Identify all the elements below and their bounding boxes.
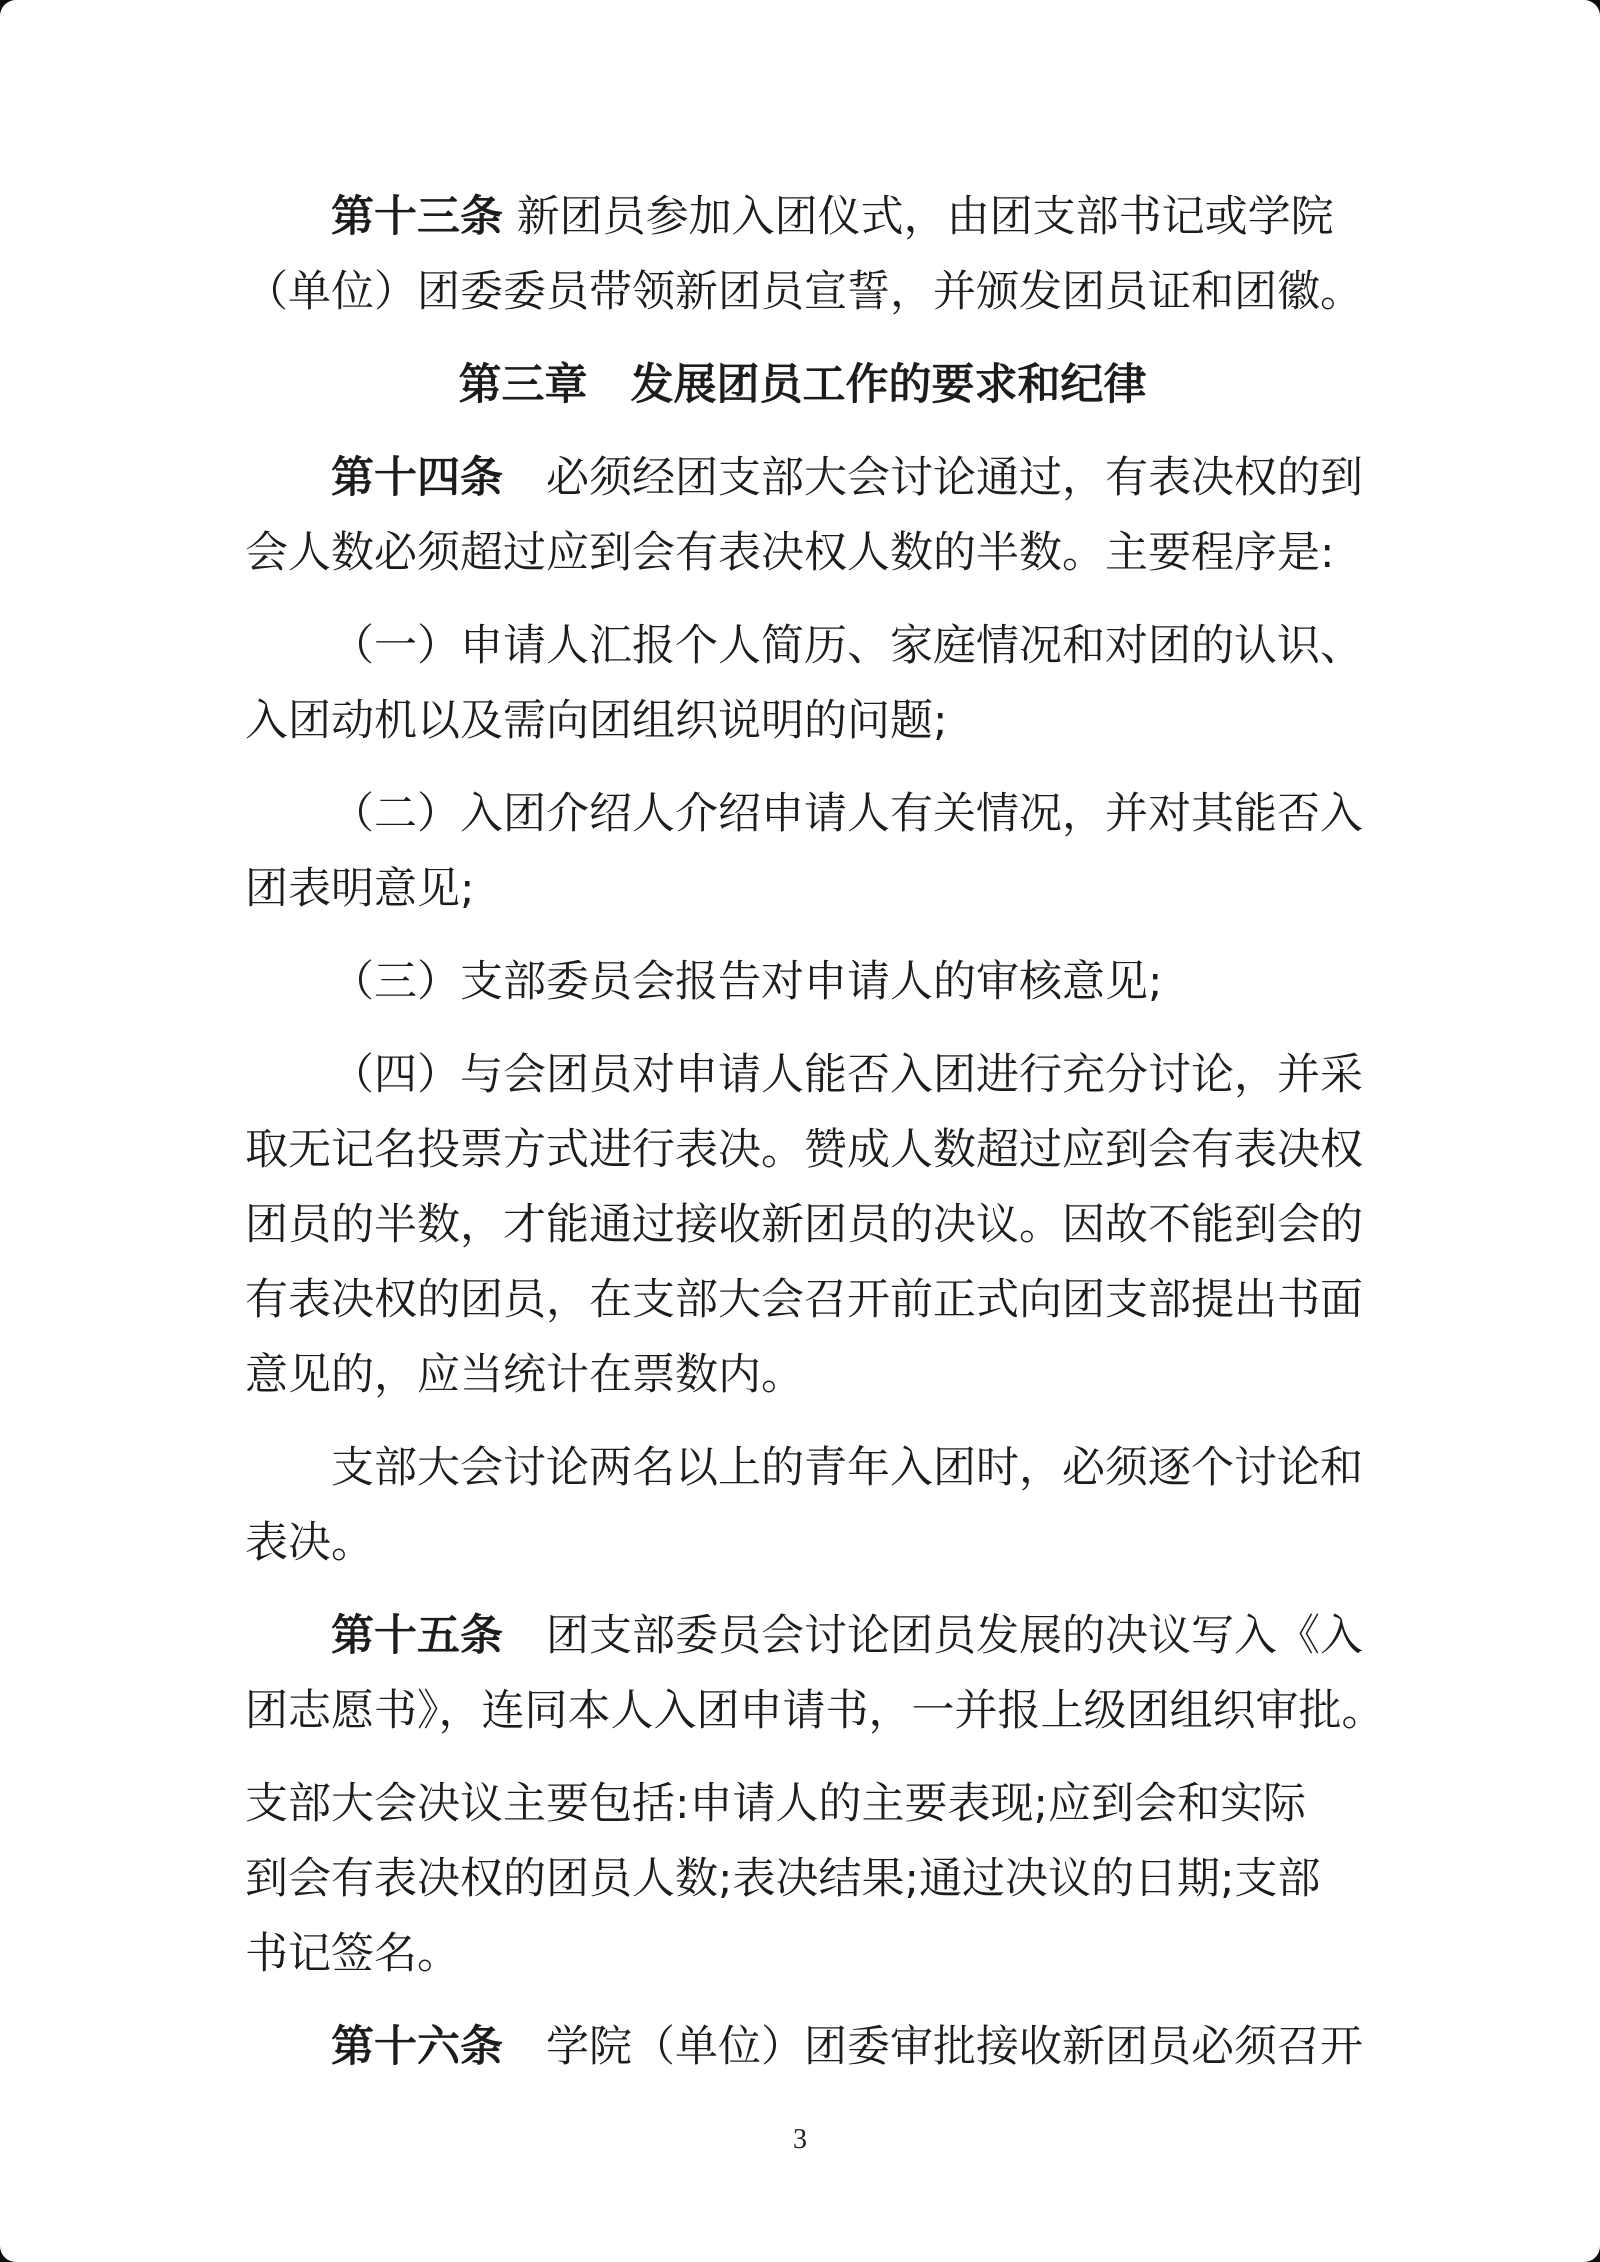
text-segment: 团支部委员会讨论团员发展的决议写入《入 bbox=[503, 1611, 1363, 1661]
page-number: 3 bbox=[793, 2124, 807, 2155]
text-line bbox=[245, 1506, 1360, 1581]
text-line bbox=[245, 348, 1360, 423]
text-segment: （三）支部委员会报告对申请人的审核意见; bbox=[331, 957, 1163, 1007]
bold-text-segment: 第十四条 bbox=[331, 453, 503, 503]
paragraph bbox=[245, 180, 1363, 330]
paragraph bbox=[245, 1767, 1360, 1992]
text-segment: 必须经团支部大会讨论通过，有表决权的到 bbox=[503, 453, 1363, 503]
text-line bbox=[245, 2010, 1363, 2085]
text-line bbox=[245, 852, 1360, 927]
text-line bbox=[245, 684, 1360, 759]
text-segment: 取无记名投票方式进行表决。赞成人数超过应到会有表决权 bbox=[245, 1125, 1363, 1175]
text-segment: 团志愿书》，连同本人入团申请书，一并报上级团组织审批。 bbox=[245, 1686, 1385, 1736]
text-segment: （一）申请人汇报个人简历、家庭情况和对团的认识、 bbox=[331, 621, 1363, 671]
text-line bbox=[245, 441, 1363, 516]
text-line bbox=[245, 1431, 1363, 1506]
text-segment: 团表明意见; bbox=[245, 864, 475, 914]
text-segment: 书记签名。 bbox=[245, 1929, 460, 1979]
document-body bbox=[245, 180, 1385, 2103]
text-line bbox=[245, 1338, 1360, 1413]
paragraph bbox=[245, 1038, 1363, 1413]
text-segment: （二）入团介绍人介绍申请人有关情况，并对其能否入 bbox=[331, 789, 1363, 839]
text-line bbox=[245, 1038, 1363, 1113]
text-line bbox=[245, 1674, 1385, 1749]
text-line bbox=[245, 180, 1360, 255]
text-line bbox=[245, 945, 1360, 1020]
bold-text-segment: 第十五条 bbox=[331, 1611, 503, 1661]
paragraph bbox=[245, 609, 1363, 759]
paragraph bbox=[245, 2010, 1363, 2085]
text-segment: 支部大会讨论两名以上的青年入团时，必须逐个讨论和 bbox=[331, 1443, 1363, 1493]
text-segment: 到会有表决权的团员人数;表决结果;通过决议的日期;支部 bbox=[245, 1854, 1321, 1904]
text-segment: 有表决权的团员，在支部大会召开前正式向团支部提出书面 bbox=[245, 1275, 1363, 1325]
text-line bbox=[245, 1188, 1363, 1263]
text-line bbox=[245, 516, 1360, 591]
text-segment: 表决。 bbox=[245, 1518, 374, 1568]
paragraph bbox=[245, 1431, 1363, 1581]
text-segment: 团员的半数，才能通过接收新团员的决议。因故不能到会的 bbox=[245, 1200, 1363, 1250]
text-segment: 意见的，应当统计在票数内。 bbox=[245, 1350, 804, 1400]
paragraph bbox=[245, 441, 1363, 591]
paragraph bbox=[245, 1599, 1385, 1749]
paragraph bbox=[245, 945, 1360, 1020]
bold-text-segment: 第三章 发展团员工作的要求和纪律 bbox=[458, 360, 1147, 410]
text-segment: 入团动机以及需向团组织说明的问题; bbox=[245, 696, 948, 746]
bold-text-segment: 第十六条 bbox=[331, 2022, 503, 2072]
text-line bbox=[245, 1842, 1360, 1917]
text-segment: 支部大会决议主要包括:申请人的主要表现;应到会和实际 bbox=[245, 1779, 1306, 1829]
text-segment: 新团员参加入团仪式，由团支部书记或学院 bbox=[503, 192, 1334, 242]
chapter-heading bbox=[245, 348, 1360, 423]
text-segment: 学院（单位）团委审批接收新团员必须召开 bbox=[503, 2022, 1363, 2072]
text-segment: （单位）团委委员带领新团员宣誓，并颁发团员证和团徽。 bbox=[245, 267, 1363, 317]
text-line bbox=[245, 609, 1363, 684]
text-segment: 会人数必须超过应到会有表决权人数的半数。主要程序是: bbox=[245, 528, 1335, 578]
text-line bbox=[245, 777, 1363, 852]
text-line bbox=[245, 1767, 1360, 1842]
text-line bbox=[245, 1263, 1363, 1338]
text-line bbox=[245, 1113, 1363, 1188]
text-line bbox=[245, 1917, 1360, 1992]
text-line bbox=[245, 255, 1363, 330]
text-line bbox=[245, 1599, 1363, 1674]
bold-text-segment: 第十三条 bbox=[331, 192, 503, 242]
paragraph bbox=[245, 777, 1363, 927]
text-segment: （四）与会团员对申请人能否入团进行充分讨论，并采 bbox=[331, 1050, 1363, 1100]
